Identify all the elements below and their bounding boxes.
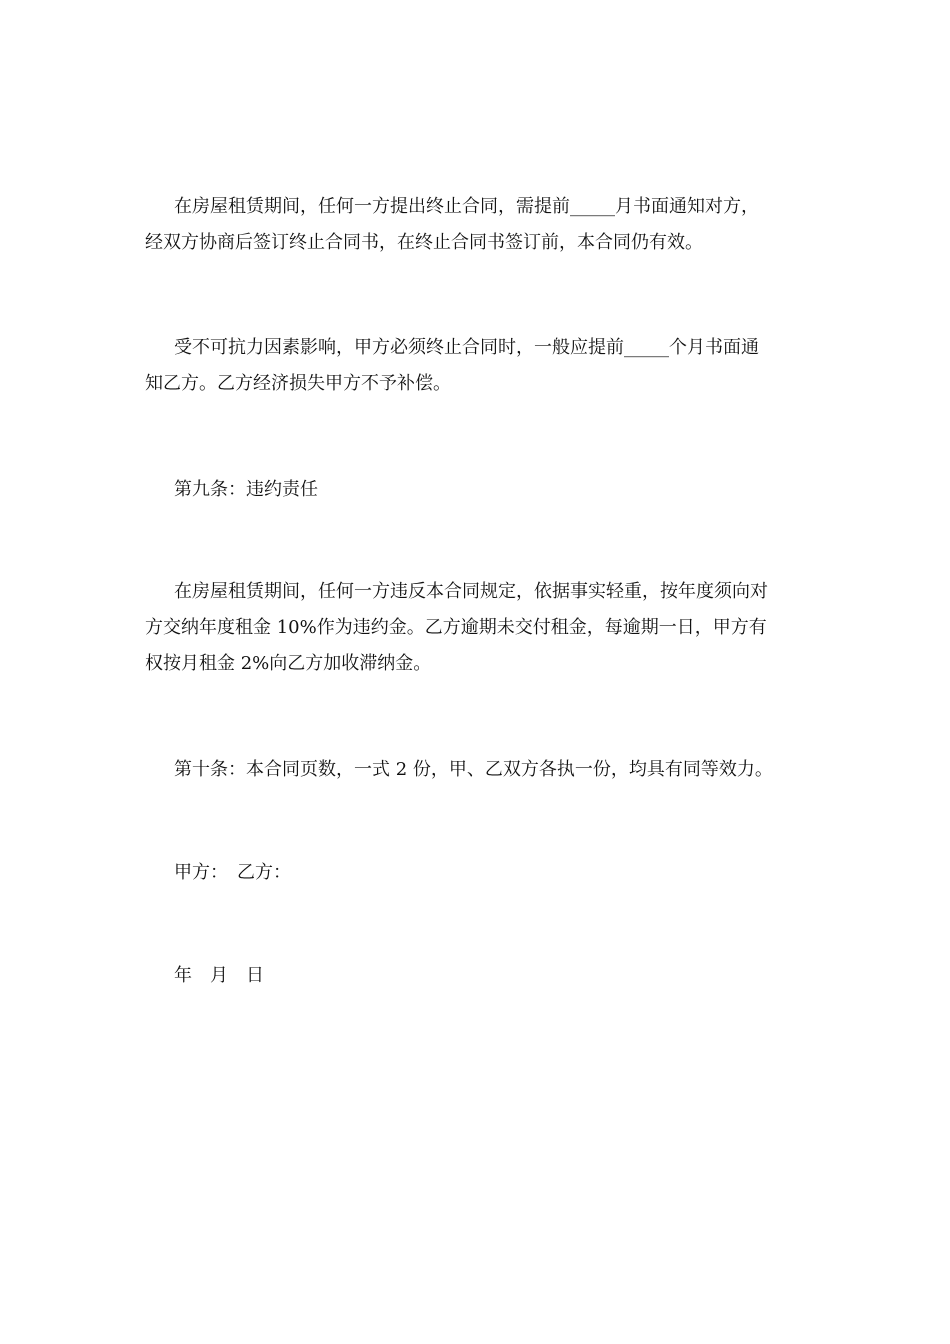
text-line: 方交纳年度租金 10%作为违约金。乙方逾期未交付租金，每逾期一日，甲方有 [145,617,767,638]
paragraph-force-majeure [145,330,810,402]
article-9-heading [145,472,810,508]
article-10-copies [145,752,810,788]
paragraph-breach-liability [145,574,810,682]
text-line: 受不可抗力因素影响，甲方必须终止合同时，一般应提前_____个月书面通 [174,337,759,358]
text-line: 在房屋租赁期间，任何一方违反本合同规定，依据事实轻重，按年度须向对 [174,581,768,602]
text-line: 甲方： 乙方： [174,862,291,883]
text-line: 第十条：本合同页数，一式 2 份，甲、乙双方各执一份，均具有同等效力。 [174,759,773,780]
text-line: 经双方协商后签订终止合同书，在终止合同书签订前，本合同仍有效。 [145,232,703,253]
text-line: 在房屋租赁期间，任何一方提出终止合同，需提前_____月书面通知对方， [174,196,759,217]
text-line: 年 月 日 [174,965,264,986]
text-line: 第九条：违约责任 [174,479,318,500]
text-line: 权按月租金 2%向乙方加收滞纳金。 [145,653,432,674]
signature-parties [145,855,810,891]
signature-date [145,958,810,994]
text-line: 知乙方。乙方经济损失甲方不予补偿。 [145,373,451,394]
paragraph-termination-notice [145,189,810,261]
